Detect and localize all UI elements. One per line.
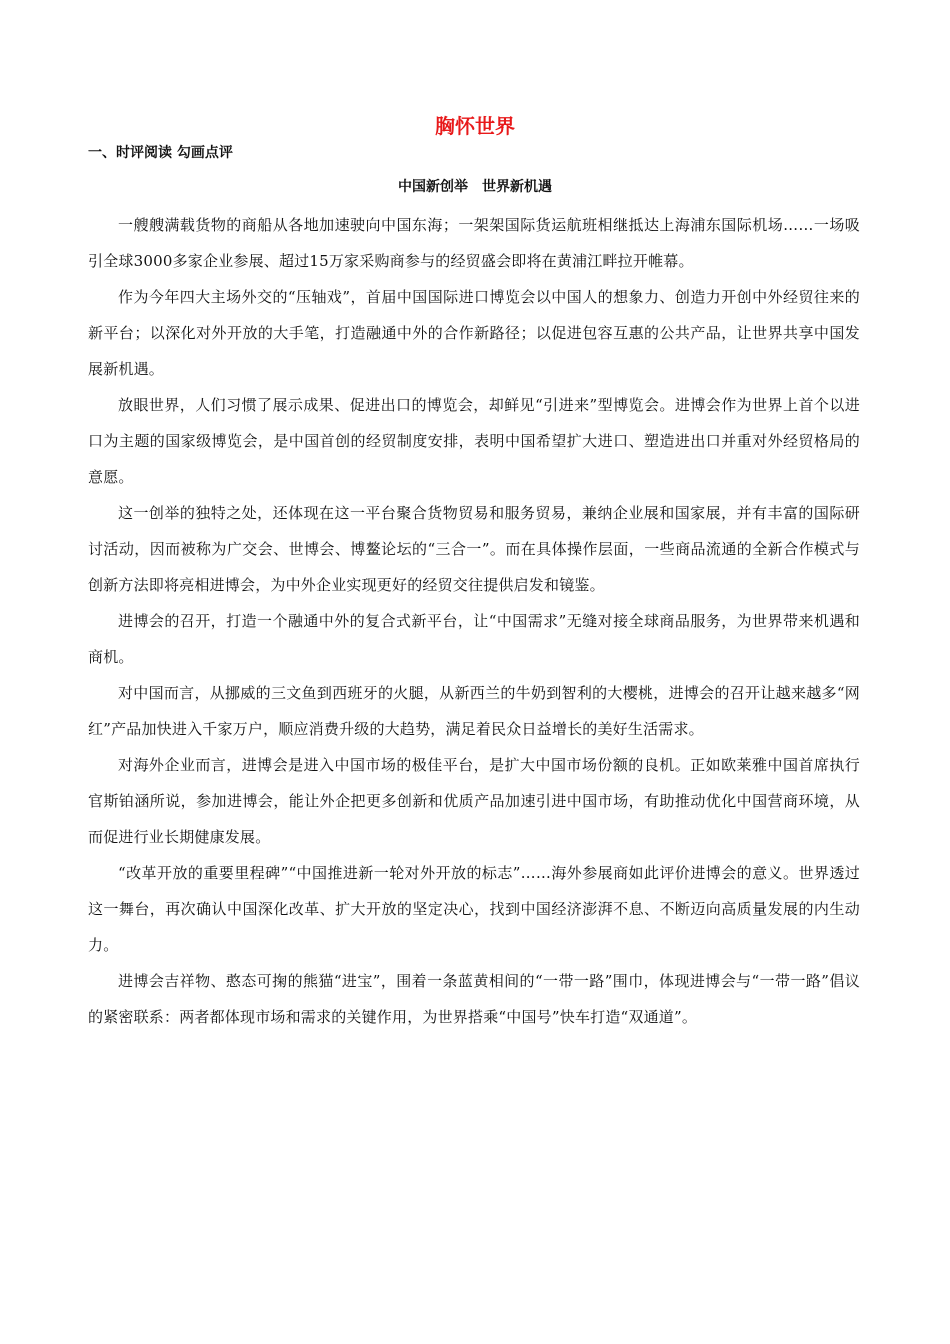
paragraph: 一艘艘满载货物的商船从各地加速驶向中国东海；一架架国际货运航班相继抵达上海浦东国际机场……一场吸引全球3000多家企业参展、超过15万家采购商参与的经贸盛会即将在黄浦江畔拉开帷幕。 bbox=[88, 216, 860, 270]
paragraph: 对中国而言，从挪威的三文鱼到西班牙的火腿，从新西兰的牛奶到智利的大樱桃，进博会的召开让越来越多“网红”产品加快进入千家万户，顺应消费升级的大趋势，满足着民众日益增长的美好生活需求。 bbox=[88, 684, 860, 738]
paragraph: 这一创举的独特之处，还体现在这一平台聚合货物贸易和服务贸易，兼纳企业展和国家展，并有丰富的国际研讨活动，因而被称为广交会、世博会、博鳌论坛的“三合一”。而在具体操作层面，一些商品流通的全新合作模式与创新方法即将亮相进博会，为中外企业实现更好的经贸交往提供启发和镜鉴。 bbox=[88, 504, 860, 594]
section-heading: 一、时评阅读 勾画点评 bbox=[88, 145, 233, 161]
paragraph: 进博会吉祥物、憨态可掬的熊猫“进宝”，围着一条蓝黄相间的“一带一路”围巾，体现进博会与“一带一路”倡议的紧密联系：两者都体现市场和需求的关键作用，为世界搭乘“中国号”快车打造“双通道”。 bbox=[88, 972, 860, 1026]
article-title: 中国新创举 世界新机遇 bbox=[398, 179, 552, 195]
paragraph: 放眼世界，人们习惯了展示成果、促进出口的博览会，却鲜见“引进来”型博览会。进博会作为世界上首个以进口为主题的国家级博览会，是中国首创的经贸制度安排，表明中国希望扩大进口、塑造进出口并重对外经贸格局的意愿。 bbox=[88, 396, 860, 486]
paragraph: “改革开放的重要里程碑”“中国推进新一轮对外开放的标志”……海外参展商如此评价进博会的意义。世界透过这一舞台，再次确认中国深化改革、扩大开放的坚定决心，找到中国经济澎湃不息、不断迈向高质量发展的内生动力。 bbox=[88, 864, 860, 954]
paragraph: 进博会的召开，打造一个融通中外的复合式新平台，让“中国需求”无缝对接全球商品服务，为世界带来机遇和商机。 bbox=[88, 612, 860, 666]
paragraph: 对海外企业而言，进博会是进入中国市场的极佳平台，是扩大中国市场份额的良机。正如欧莱雅中国首席执行官斯铂涵所说，参加进博会，能让外企把更多创新和优质产品加速引进中国市场，有助推动优化中国营商环境，从而促进行业长期健康发展。 bbox=[88, 756, 860, 846]
paragraph: 作为今年四大主场外交的“压轴戏”，首届中国国际进口博览会以中国人的想象力、创造力开创中外经贸往来的新平台；以深化对外开放的大手笔，打造融通中外的合作新路径；以促进包容互惠的公共产品，让世界共享中国发展新机遇。 bbox=[88, 288, 860, 378]
article-body bbox=[88, 207, 860, 1035]
document-title: 胸怀世界 bbox=[435, 114, 515, 138]
